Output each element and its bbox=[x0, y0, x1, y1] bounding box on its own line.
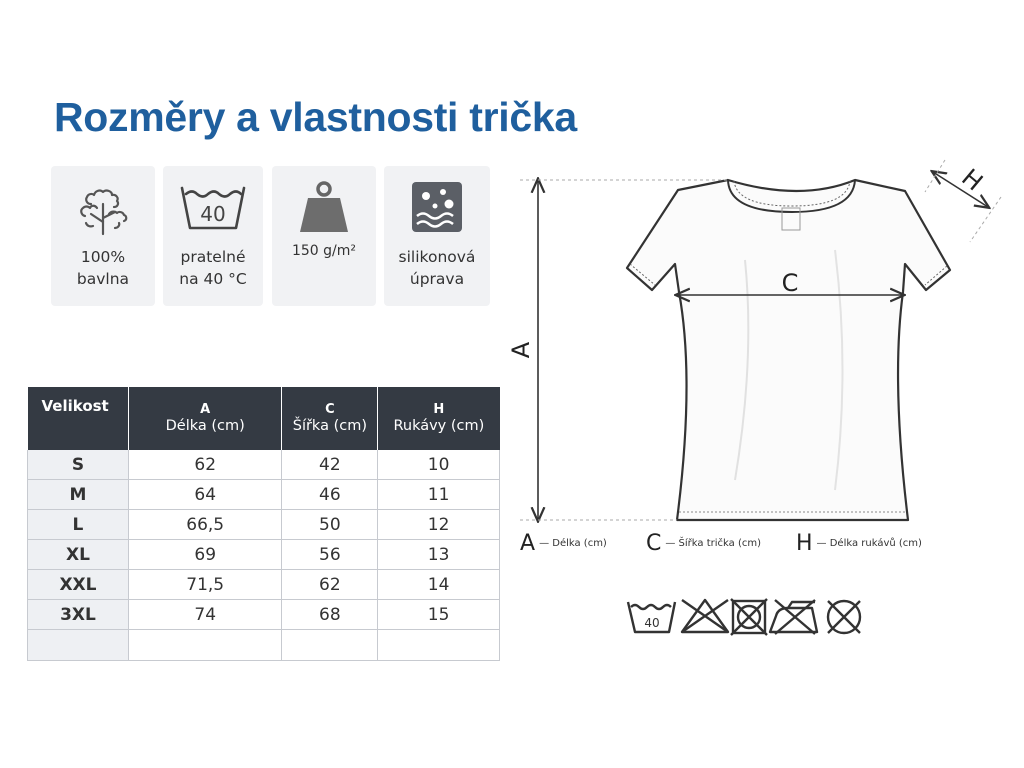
table-row bbox=[28, 600, 500, 630]
wash-40-icon bbox=[628, 602, 675, 632]
sleeve-cell: 13 bbox=[378, 540, 500, 570]
table-header-row bbox=[28, 387, 500, 450]
length-cell: 71,5 bbox=[128, 570, 282, 600]
dimension-c-label: C bbox=[781, 269, 799, 297]
no-tumble-dry-icon bbox=[731, 599, 767, 635]
wash-temp-text: 40 bbox=[200, 202, 226, 226]
size-table bbox=[27, 387, 500, 661]
width-cell: 50 bbox=[282, 510, 378, 540]
header-length: A Délka (cm) bbox=[128, 387, 282, 450]
table-row bbox=[28, 540, 500, 570]
length-cell: 64 bbox=[128, 480, 282, 510]
feature-line-2: bavlna bbox=[76, 270, 130, 288]
sleeve-cell: 12 bbox=[378, 510, 500, 540]
feature-line-1: pratelné bbox=[180, 248, 246, 266]
size-cell: L bbox=[28, 510, 129, 540]
feature-card-silicone bbox=[384, 166, 490, 306]
table-row bbox=[28, 450, 500, 480]
page-title: Rozměry a vlastnosti trička bbox=[54, 94, 577, 140]
feature-card-weight bbox=[272, 166, 376, 306]
feature-line-2: úprava bbox=[409, 270, 465, 288]
feature-line-2: na 40 °C bbox=[179, 270, 247, 288]
no-iron-icon bbox=[770, 600, 817, 634]
table-row bbox=[28, 480, 500, 510]
width-cell: 56 bbox=[282, 540, 378, 570]
dimension-a-label: A bbox=[507, 341, 535, 359]
width-cell: 42 bbox=[282, 450, 378, 480]
care-symbols bbox=[625, 596, 870, 638]
sleeve-cell: 14 bbox=[378, 570, 500, 600]
no-bleach-icon bbox=[682, 600, 728, 632]
cotton-icon bbox=[51, 178, 155, 242]
feature-line-1: 100% bbox=[80, 248, 126, 266]
sleeve-cell: 15 bbox=[378, 600, 500, 630]
dimension-h-label: H bbox=[956, 163, 989, 197]
table-row-empty bbox=[28, 630, 500, 661]
size-cell: XL bbox=[28, 540, 129, 570]
header-sleeve: H Rukávy (cm) bbox=[378, 387, 500, 450]
width-cell: 62 bbox=[282, 570, 378, 600]
length-cell: 62 bbox=[128, 450, 282, 480]
sleeve-cell: 11 bbox=[378, 480, 500, 510]
length-cell: 74 bbox=[128, 600, 282, 630]
no-dry-clean-icon bbox=[828, 601, 860, 633]
header-width: C Šířka (cm) bbox=[282, 387, 378, 450]
care-wash-temp: 40 bbox=[644, 616, 660, 630]
feature-line-1: silikonová bbox=[398, 248, 476, 266]
wash-40-icon bbox=[163, 178, 263, 242]
width-cell: 46 bbox=[282, 480, 378, 510]
legend-item-c: C — Šířka trička (cm) bbox=[646, 531, 761, 556]
tshirt-diagram bbox=[505, 150, 1024, 545]
size-cell: S bbox=[28, 450, 129, 480]
width-cell: 68 bbox=[282, 600, 378, 630]
legend-item-a: A — Délka (cm) bbox=[520, 531, 607, 556]
length-cell: 66,5 bbox=[128, 510, 282, 540]
table-row bbox=[28, 570, 500, 600]
weight-icon bbox=[272, 178, 376, 242]
size-cell: M bbox=[28, 480, 129, 510]
silicone-icon bbox=[384, 178, 490, 242]
feature-card-cotton bbox=[51, 166, 155, 306]
length-cell: 69 bbox=[128, 540, 282, 570]
tshirt-outline-icon bbox=[627, 180, 950, 520]
size-cell: 3XL bbox=[28, 600, 129, 630]
sleeve-cell: 10 bbox=[378, 450, 500, 480]
table-row bbox=[28, 510, 500, 540]
dimension-legend bbox=[520, 531, 1020, 561]
feature-line-1: 150 g/m² bbox=[291, 243, 357, 259]
feature-card-wash bbox=[163, 166, 263, 306]
legend-item-h: H — Délka rukávů (cm) bbox=[796, 531, 922, 556]
size-cell: XXL bbox=[28, 570, 129, 600]
header-size: Velikost bbox=[28, 387, 129, 450]
